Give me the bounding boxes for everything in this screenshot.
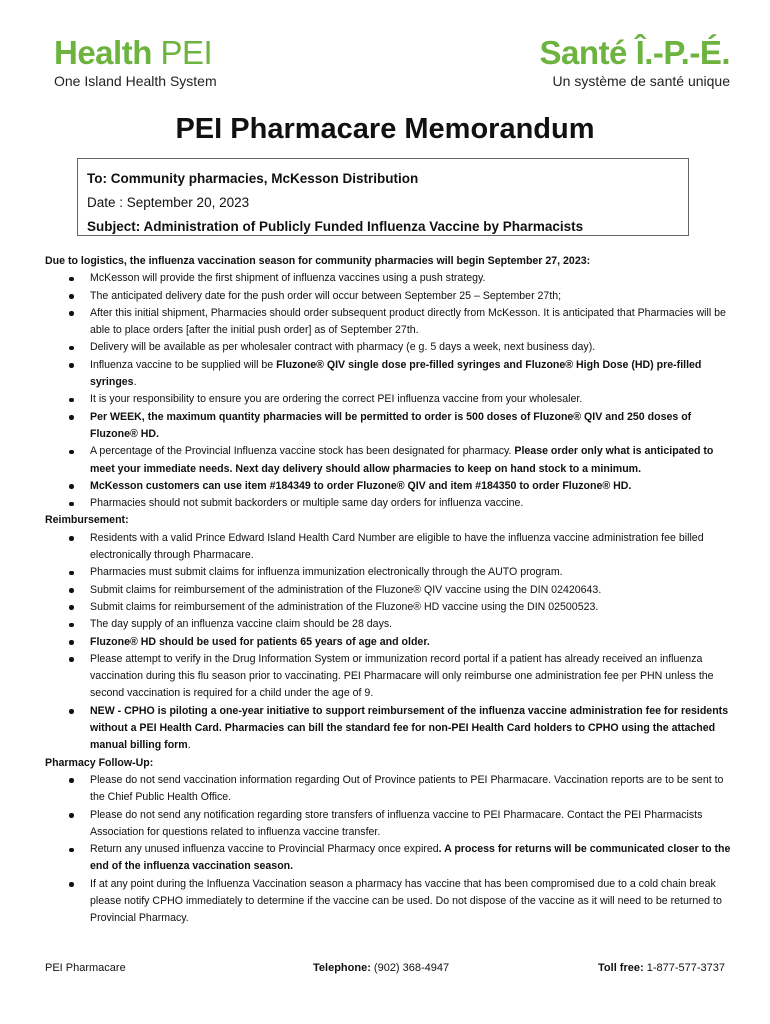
list-item: Please attempt to verify in the Drug Information System or immunization record portal if a patient has already received an influenza vaccination during this flu season prior to vaccinating. PEI Pharmacare will only reimburse one administration fee per PHN unless the second vaccination is required for a child under the age of 9.	[90, 651, 735, 703]
list-item: Influenza vaccine to be supplied will be Fluzone® QIV single dose pre-filled syringes and Fluzone® High Dose (HD) pre-filled syringes.	[90, 357, 735, 392]
list-item: Please do not send any notification regarding store transfers of influenza vaccine to PEI Pharmacare. Contact the PEI Pharmacists Association for questions related to influenza vaccine transfer.	[90, 807, 735, 842]
list-item: Submit claims for reimbursement of the administration of the Fluzone® HD vaccine using the DIN 02500523.	[90, 599, 735, 616]
list-item: The day supply of an influenza vaccine claim should be 28 days.	[90, 616, 735, 633]
health-pei-logo	[54, 36, 217, 89]
list-item: NEW - CPHO is piloting a one-year initiative to support reimbursement of the influenza vaccine administration fee for residents without a PEI Health Card. Pharmacies can bill the standard fee for non-PEI Health Card holders to CPHO using the attached manual billing form.	[90, 703, 735, 755]
sante-ipe-brand: Santé Î.-P.-É.	[539, 34, 730, 71]
list-item: Fluzone® HD should be used for patients 65 years of age and older.	[90, 634, 735, 651]
sante-ipe-tagline: Un système de santé unique	[552, 73, 730, 89]
followup-heading: Pharmacy Follow-Up:	[45, 756, 154, 769]
intro-heading: Due to logistics, the influenza vaccination season for community pharmacies will begin September 27, 2023:	[45, 255, 591, 267]
list-item: Delivery will be available as per wholesaler contract with pharmacy (e g. 5 days a week, next business day).	[90, 339, 735, 356]
memo-to: To: Community pharmacies, McKesson Distribution	[87, 171, 419, 186]
list-item: The anticipated delivery date for the push order will occur between September 25 – September 27th;	[90, 288, 735, 305]
list-item: Return any unused influenza vaccine to Provincial Pharmacy once expired. A process for returns will be communicated closer to the end of the influenza vaccination season.	[90, 841, 735, 876]
list-item: McKesson will provide the first shipment of influenza vaccines using a push strategy.	[90, 270, 735, 287]
health-pei-brand: Health PEI	[54, 34, 213, 71]
list-item: Residents with a valid Prince Edward Island Health Card Number are eligible to have the influenza vaccine administration fee billed electronically through Pharmacare.	[90, 530, 735, 565]
intro-list	[45, 270, 735, 512]
reimbursement-heading: Reimbursement:	[45, 514, 129, 527]
sante-ipe-logo	[540, 36, 730, 89]
list-item: It is your responsibility to ensure you are ordering the correct PEI influenza vaccine from your wholesaler.	[90, 391, 735, 408]
memo-title: PEI Pharmacare Memorandum	[175, 113, 595, 145]
list-item: Please do not send vaccination information regarding Out of Province patients to PEI Pharmacare. Vaccination reports are to be sent to the Chief Public Health Office.	[90, 772, 735, 807]
memo-subject: Subject: Administration of Publicly Funded Influenza Vaccine by Pharmacists	[87, 219, 584, 234]
list-item: After this initial shipment, Pharmacies should order subsequent product directly from McKesson. It is anticipated that Pharmacies will be able to place orders [after the initial push order] as of September 27th.	[90, 305, 735, 340]
list-item: A percentage of the Provincial Influenza vaccine stock has been designated for pharmacy. Please order only what is anticipated to meet your immediate needs. Next day delivery should allow pharmacies to keep on hand stock to a minimum.	[90, 443, 735, 478]
footer-tollfree: Toll free: 1-877-577-3737	[598, 962, 725, 974]
list-item: Pharmacies must submit claims for influenza immunization electronically through the AUTO program.	[90, 564, 735, 581]
list-item: McKesson customers can use item #184349 to order Fluzone® QIV and item #184350 to order Fluzone® HD.	[90, 478, 735, 495]
memo-header-box	[77, 158, 689, 236]
health-pei-tagline: One Island Health System	[54, 73, 217, 89]
list-item: Per WEEK, the maximum quantity pharmacies will be permitted to order is 500 doses of Fluzone® QIV and 250 doses of Fluzone® HD.	[90, 409, 735, 444]
footer-telephone: Telephone: (902) 368-4947	[313, 962, 450, 974]
footer-org: PEI Pharmacare	[45, 962, 126, 974]
list-item: Pharmacies should not submit backorders or multiple same day orders for influenza vaccine.	[90, 495, 735, 512]
list-item: Submit claims for reimbursement of the administration of the Fluzone® QIV vaccine using the DIN 02420643.	[90, 582, 735, 599]
memo-body	[45, 253, 735, 928]
reimbursement-list	[45, 530, 735, 755]
followup-list	[45, 772, 735, 928]
memo-date: Date : September 20, 2023	[87, 195, 250, 210]
list-item: If at any point during the Influenza Vaccination season a pharmacy has vaccine that has been compromised due to a cold chain break please notify CPHO immediately to determine if the vaccine can be used. Do not dispose of the vaccine as it will need to be returned to Provincial Pharmacy.	[90, 876, 735, 928]
